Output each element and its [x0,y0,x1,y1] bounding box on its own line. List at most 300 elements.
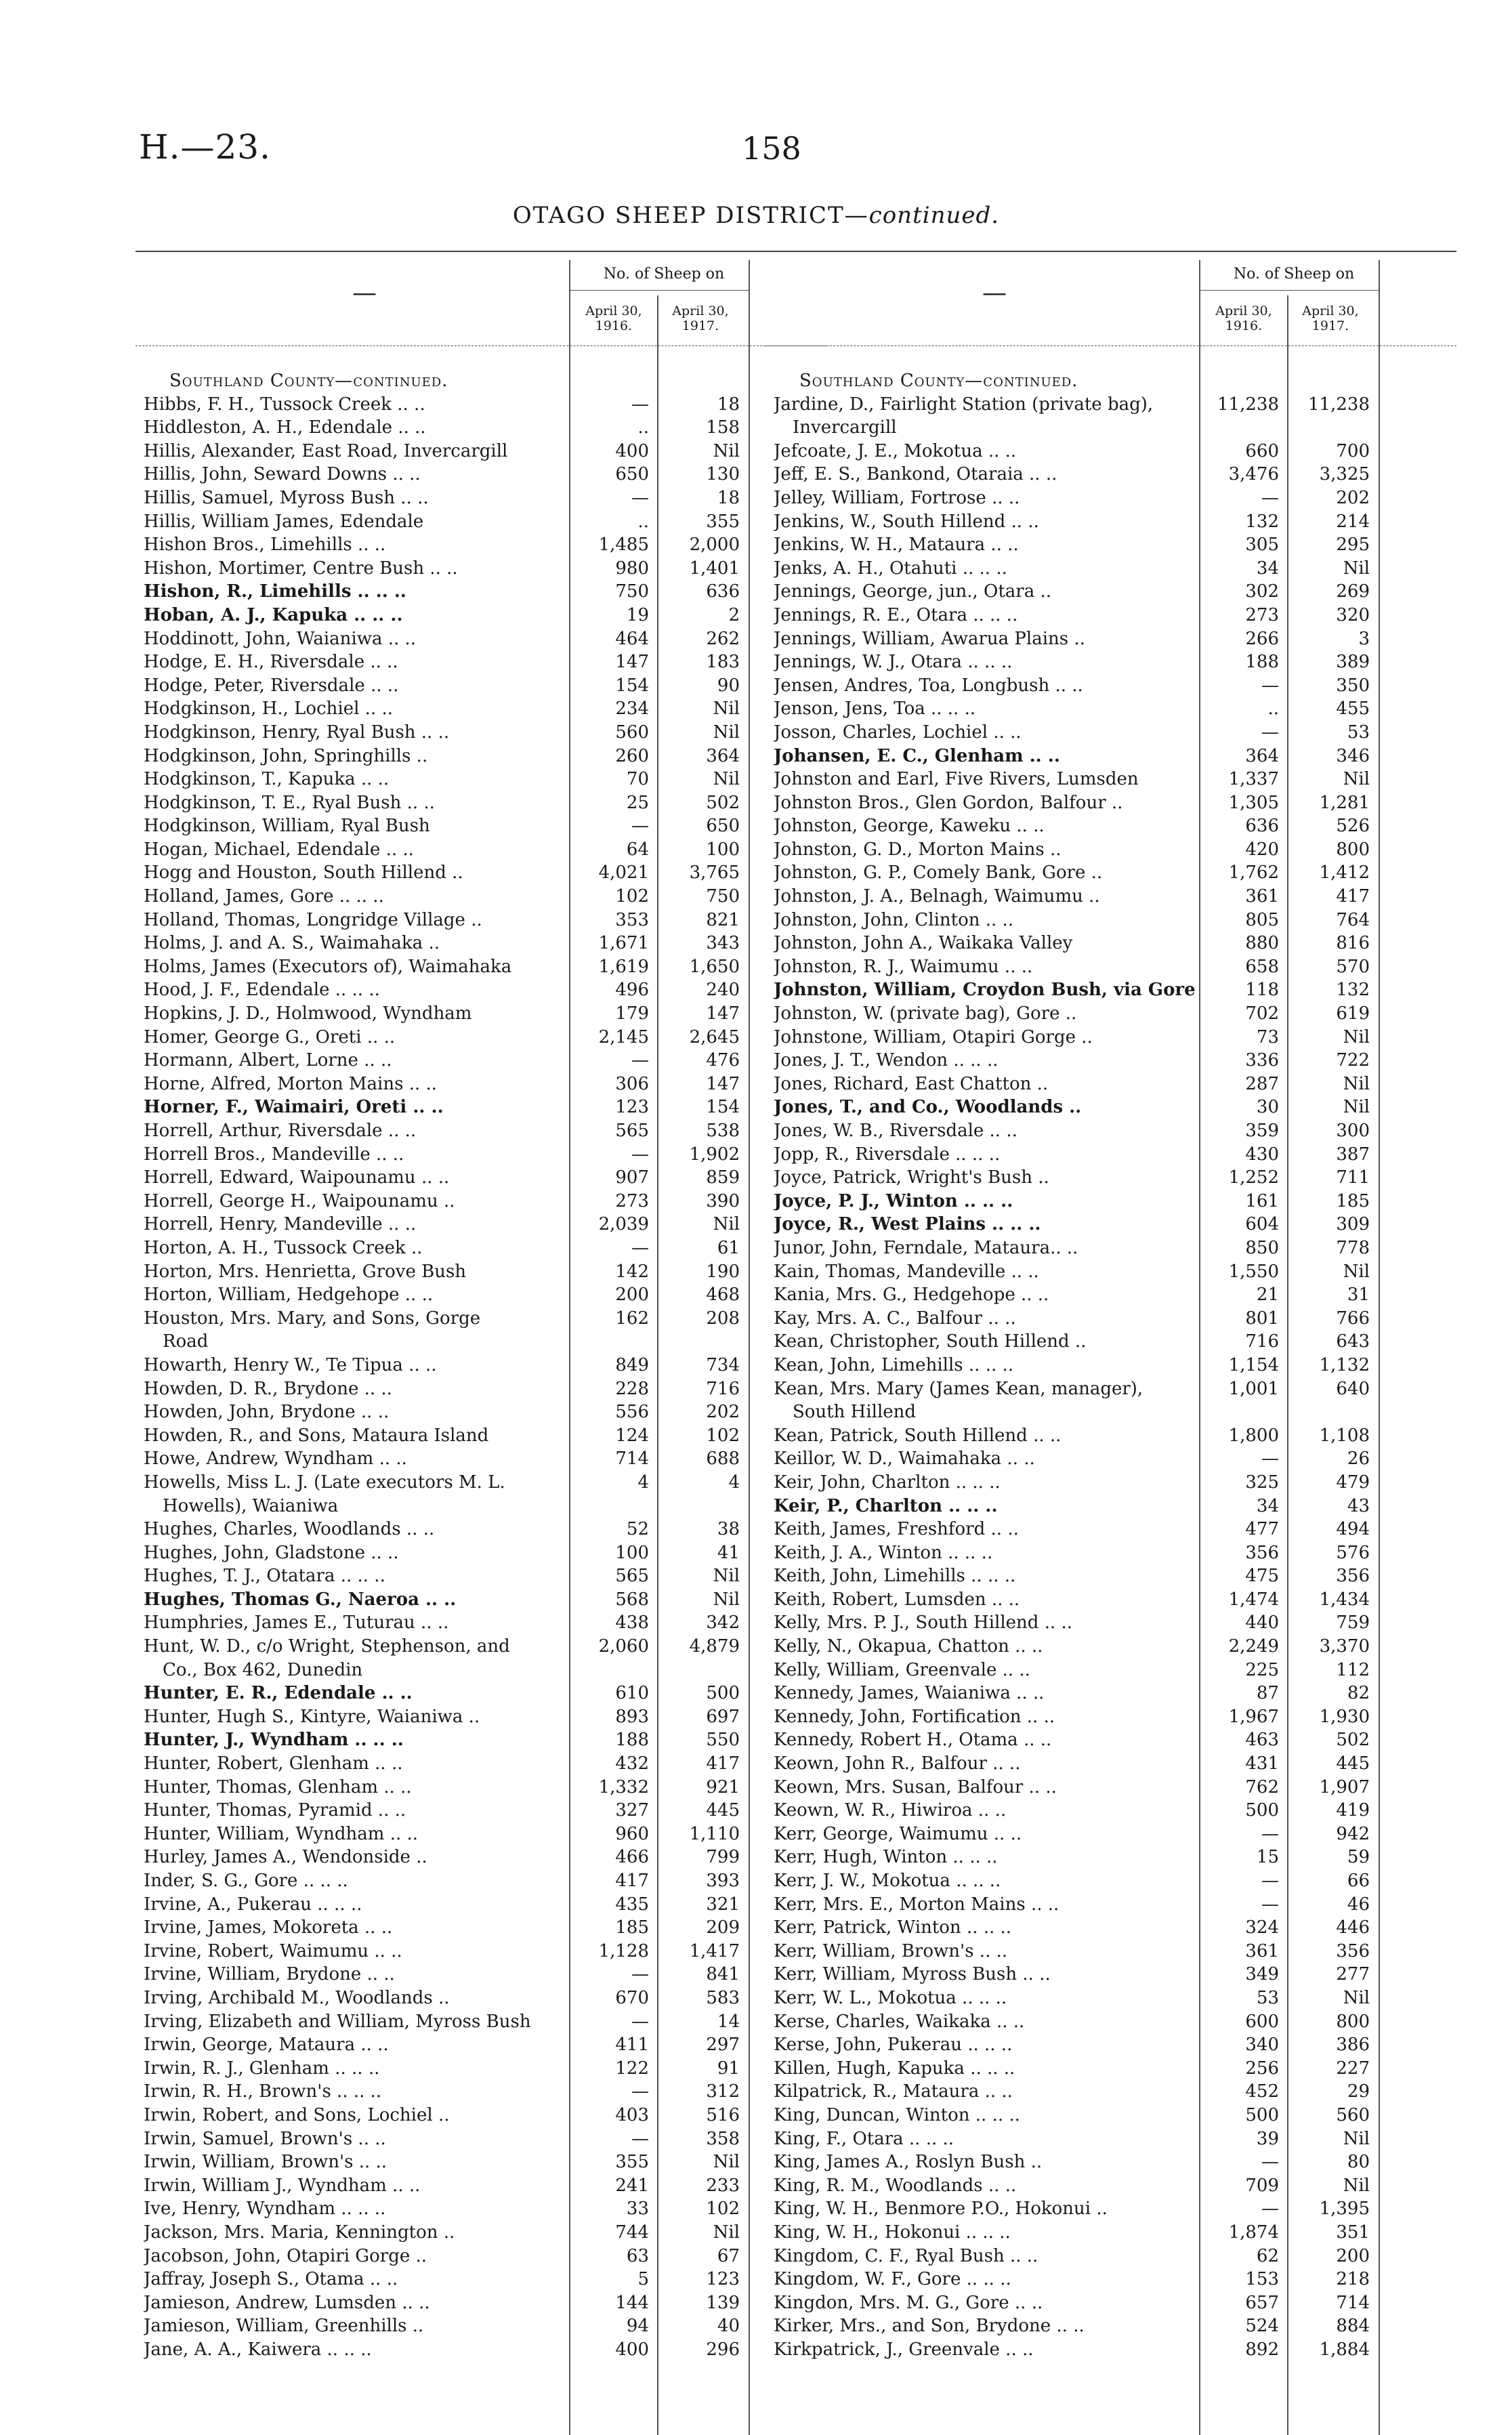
sheep-count-1916: 123 [615,1097,649,1118]
table-row [135,1026,826,1049]
sheep-count-1917: 884 [1336,2316,1370,2337]
owner-name: Horton, William, Hedgehope .. .. [144,1285,434,1306]
owner-name: Irwin, William J., Wyndham .. .. [144,2175,421,2196]
owner-name: Keown, Mrs. Susan, Balfour .. .. [774,1776,1057,1797]
sheep-count-1917: 154 [706,1097,740,1118]
table-row [135,533,826,557]
sheep-count-1916: 324 [1245,1917,1279,1938]
owner-name: Johnston, William, Croydon Bush, via Gore [774,980,1196,1001]
owner-name: Howe, Andrew, Wyndham .. .. [144,1449,407,1470]
owner-name: Jenson, Jens, Toa .. .. .. [774,699,976,720]
owner-name: King, F., Otara .. .. .. [774,2128,954,2149]
table-row [135,2338,826,2362]
sheep-count-1916: 762 [1245,1776,1279,1797]
sheep-count-1916: 670 [615,1987,649,2008]
sheep-count-1916: 805 [1245,909,1279,930]
sheep-count-1916: 907 [615,1167,649,1188]
table-row [135,1799,826,1823]
sheep-count-1916: — [1261,1449,1279,1470]
sheep-count-1916: 4 [637,1472,649,1493]
table-row [135,1190,826,1213]
table-row [765,2033,1456,2057]
sheep-count-1916: 565 [615,1121,649,1141]
owner-name: Jenks, A. H., Otahuti .. .. .. [774,558,1007,579]
sheep-count-1917: 476 [706,1050,740,1071]
owner-name: Jenkins, W., South Hillend .. .. [774,511,1039,532]
table-row [765,1705,1456,1729]
owner-name: Kean, John, Limehills .. .. .. [774,1354,1014,1375]
sheep-count-1917: 26 [1347,1449,1370,1470]
sheep-count-1917: 1,412 [1319,862,1370,883]
table-row [135,1986,826,2010]
header-group-rule [569,290,749,291]
owner-name: Hodgkinson, T., Kapuka .. .. [144,769,390,790]
table-row [135,1518,826,1541]
sheep-count-1917: 526 [1336,816,1370,837]
table-row [765,2104,1456,2127]
sheep-count-1917: 393 [706,1871,740,1891]
owner-name: King, W. H., Benmore P.O., Hokonui .. [774,2199,1108,2220]
sheep-count-1917: 202 [1336,487,1370,508]
owner-name: Holland, James, Gore .. .. .. [144,886,384,907]
sheep-count-1916: 361 [1245,886,1279,907]
sheep-count-1917: 455 [1336,699,1370,720]
column-header-1916 [572,304,655,333]
owner-name: Horrell Bros., Mandeville .. .. [144,1144,404,1165]
table-row [135,2291,826,2315]
owner-name: Irving, Elizabeth and William, Myross Bush [144,2011,531,2032]
sheep-count-1916: 420 [1245,839,1279,860]
table-row [765,1330,1456,1354]
sheep-count-1916: — [631,1050,649,1071]
sheep-count-1916: 52 [626,1519,649,1540]
owner-name: Jenkins, W. H., Mataura .. .. [774,535,1019,556]
table-row [765,2245,1456,2268]
sheep-count-1917: 560 [1336,2104,1370,2125]
owner-name: Keown, W. R., Hiwiroa .. .. [774,1800,1007,1821]
table-row [135,604,826,627]
owner-name: Horton, A. H., Tussock Creek .. [144,1237,423,1258]
table-row [765,463,1456,486]
sheep-count-1916: 340 [1245,2035,1279,2056]
table-row [765,580,1456,604]
owner-name: Irwin, William, Brown's .. .. [144,2152,387,2173]
owner-name: Keith, Robert, Lumsden .. .. [774,1589,1020,1610]
table-row [765,2221,1456,2245]
sheep-count-1916: 305 [1245,535,1279,556]
owner-name: Jacobson, John, Otapiri Gorge .. [144,2245,427,2266]
owner-name: Keith, J. A., Winton .. .. .. [774,1542,993,1563]
sheep-count-1917: 714 [1336,2292,1370,2313]
sheep-count-1916: — [631,1144,649,1165]
table-row [765,1518,1456,1541]
sheep-count-1916: 287 [1245,1073,1279,1094]
table-row [135,463,826,486]
table-row [135,440,826,463]
table-row [765,627,1456,651]
table-row [765,2314,1456,2338]
owner-name: Joyce, P. J., Winton .. .. .. [774,1190,1013,1211]
sheep-count-1917: 619 [1336,1003,1370,1024]
sheep-count-1917: 320 [1336,604,1370,625]
table-row [135,557,826,581]
owner-name: Keown, John R., Balfour .. .. [774,1753,1021,1774]
sheep-count-1916: 432 [615,1753,649,1774]
sheep-count-1917: 2,000 [689,535,740,556]
table-row [765,2291,1456,2315]
sheep-count-1916: — [1261,722,1279,743]
sheep-count-1916: 464 [615,628,649,649]
sheep-count-1917: Nil [1343,769,1370,790]
table-row [765,1869,1456,1893]
sheep-count-1916: 364 [1245,745,1279,766]
owner-name: Jardine, D., Fairlight Station (private bag), [774,394,1154,415]
sheep-count-1917: Nil [713,440,740,461]
sheep-count-1916: 1,128 [598,1940,649,1961]
table-row [135,650,826,674]
sheep-count-1916: 600 [1245,2011,1279,2032]
owner-name: Johnston, John, Clinton .. .. [774,909,1014,930]
table-row [135,2197,826,2221]
table-row [765,2174,1456,2198]
sheep-count-1916: 266 [1245,628,1279,649]
table-row [765,1096,1456,1119]
sheep-count-1917: Nil [1343,1026,1370,1047]
owner-name: Hillis, Samuel, Myross Bush .. .. [144,487,429,508]
sheep-count-1916: 893 [615,1706,649,1727]
owner-name: Road [163,1331,209,1352]
header-group-rule [1199,290,1379,291]
table-row [135,510,826,534]
table-row [135,697,826,721]
table-row [765,1026,1456,1049]
owner-name: Irvine, A., Pukerau .. .. .. [144,1894,362,1915]
sheep-count-1917: 1,401 [689,558,740,579]
table-row [765,533,1456,557]
sheep-count-1916: .. [637,417,649,438]
sheep-count-1916: 62 [1256,2245,1279,2266]
sheep-count-1916: 70 [626,769,649,790]
sheep-count-1916: 1,550 [1228,1261,1279,1282]
sheep-count-1917: 859 [706,1167,740,1188]
table-row [765,1354,1456,1377]
sheep-count-1916: 2,249 [1228,1636,1279,1657]
sheep-count-1916: 34 [1256,558,1279,579]
owner-name: Kean, Patrick, South Hillend .. .. [774,1425,1062,1446]
sheep-count-1916: 30 [1256,1097,1279,1118]
sheep-count-1917: 41 [717,1542,740,1563]
sheep-count-1916: — [1261,1823,1279,1844]
sheep-count-1916: 1,800 [1228,1425,1279,1446]
table-row [135,2174,826,2198]
owner-name: Hodgkinson, H., Lochiel .. .. [144,699,393,720]
table-row [135,674,826,698]
table-row [765,557,1456,581]
sheep-count-1917: 583 [706,1987,740,2008]
sheep-count-1917: 46 [1347,1894,1370,1915]
sheep-count-1916: 118 [1245,980,1279,1001]
sheep-count-1917: 43 [1347,1495,1370,1516]
sheep-count-1917: 2 [728,604,740,625]
table-row [765,814,1456,838]
owner-name: Kilpatrick, R., Mataura .. .. [774,2081,1013,2102]
table-row-continuation [135,1495,826,1518]
sheep-count-1916: 610 [615,1683,649,1704]
owner-name: Hodgkinson, John, Springhills .. [144,745,428,766]
table-row [135,721,826,745]
owner-name: Hillis, Alexander, East Road, Invercargill [144,440,508,461]
owner-name: Hunter, Thomas, Glenham .. .. [144,1776,412,1797]
sheep-count-1916: 400 [615,2339,649,2360]
sheep-count-1917: 446 [1336,1917,1370,1938]
table-row-continuation [135,1659,826,1682]
owner-name: Kennedy, John, Fortification .. .. [774,1706,1055,1727]
owner-name: Jane, A. A., Kaiwera .. .. .. [144,2339,372,2360]
sheep-count-1916: 714 [615,1449,649,1470]
sheep-count-1916: 306 [615,1073,649,1094]
sheep-count-1916: 102 [615,886,649,907]
table-row [135,1682,826,1705]
table-row-continuation [135,1330,826,1354]
sheep-count-1917: 208 [706,1308,740,1329]
owner-name: Kingdom, W. F., Gore .. .. .. [774,2269,1011,2290]
table-row [765,1307,1456,1331]
owner-name: Jamieson, Andrew, Lumsden .. .. [144,2292,430,2313]
sheep-count-1916: 880 [1245,933,1279,954]
owner-name: Horrell, Edward, Waipounamu .. .. [144,1167,450,1188]
table-row [135,1776,826,1799]
owner-name: Kennedy, James, Waianiwa .. .. [774,1683,1045,1704]
sheep-count-1916: 417 [615,1871,649,1891]
sheep-count-1917: 147 [706,1003,740,1024]
sheep-count-1917: 700 [1336,440,1370,461]
table-row [765,1424,1456,1448]
owner-name: Kerr, William, Brown's .. .. [774,1940,1008,1961]
table-row [765,510,1456,534]
sheep-count-1917: 11,238 [1308,394,1370,415]
table-row [765,1963,1456,1986]
sheep-count-1917: 218 [1336,2269,1370,2290]
sheep-count-1916: 162 [615,1308,649,1329]
table-row [765,791,1456,815]
owner-name: Johnston, G. P., Comely Bank, Gore .. [774,862,1103,883]
sheep-count-1917: 102 [706,2199,740,2220]
page-title [0,202,1512,229]
sheep-count-1917: 40 [717,2316,740,2337]
sheep-count-1917: 18 [717,394,740,415]
owner-name: Hoddinott, John, Waianiwa .. .. [144,628,417,649]
owner-name: Johnstone, William, Otapiri Gorge .. [774,1026,1093,1047]
table-row [135,2010,826,2034]
sheep-count-1917: 240 [706,980,740,1001]
sheep-count-1916: 657 [1245,2292,1279,2313]
sheep-count-1917: 1,281 [1319,792,1370,813]
sheep-count-1916: 658 [1245,956,1279,977]
table-row [765,2010,1456,2034]
sheep-count-1916: 2,039 [598,1214,649,1235]
table-row [135,486,826,510]
sheep-count-1916: 188 [615,1730,649,1751]
sheep-count-1917: 650 [706,816,740,837]
table-row [765,393,1456,417]
sheep-count-1917: 1,434 [1319,1589,1370,1610]
sheep-count-1916: 87 [1256,1683,1279,1704]
sheep-count-1917: 346 [1336,745,1370,766]
sheep-count-1917: 764 [1336,909,1370,930]
sheep-count-1916: 475 [1245,1566,1279,1587]
table-row [135,1916,826,1940]
sheep-count-1917: 445 [706,1800,740,1821]
owner-name: Joyce, Patrick, Wright's Bush .. [774,1167,1049,1188]
sheep-count-1916: 153 [1245,2269,1279,2290]
owner-name: Irwin, Samuel, Brown's .. .. [144,2128,386,2149]
sheep-count-1916: — [1261,2152,1279,2173]
table-row [135,1377,826,1401]
sheep-count-1916: 556 [615,1402,649,1423]
sheep-count-1917: 821 [706,909,740,930]
owner-name: Hunter, Hugh S., Kintyre, Waianiwa .. [144,1706,480,1727]
table-row [765,1495,1456,1518]
owner-name: Howells, Miss L. J. (Late executors M. L. [144,1472,505,1493]
sheep-count-1917: 800 [1336,839,1370,860]
sheep-count-header: No. of Sheep on [603,266,725,283]
sheep-count-1916: 225 [1245,1659,1279,1680]
owner-name: King, W. H., Hokonui .. .. .. [774,2222,1011,2243]
sheep-count-1917: 500 [706,1683,740,1704]
sheep-count-1916: 161 [1245,1190,1279,1211]
table-row [765,440,1456,463]
sheep-count-1917: Nil [713,1214,740,1235]
table-row [765,1166,1456,1190]
owner-name: Hunter, E. R., Edendale .. .. [144,1683,413,1704]
owner-name: Keir, P., Charlton .. .. .. [774,1495,998,1516]
owner-name: Jennings, William, Awarua Plains .. [774,628,1085,649]
name-column-header: — [982,279,1007,307]
sheep-count-1916: 1,332 [598,1776,649,1797]
sheep-count-1916: 430 [1245,1144,1279,1165]
sheep-count-1917: 269 [1336,581,1370,602]
table-row [135,909,826,932]
sheep-count-1917: 1,650 [689,956,740,977]
sheep-count-1916: 124 [615,1425,649,1446]
owner-name: Horne, Alfred, Morton Mains .. .. [144,1073,438,1094]
sheep-count-1916: 188 [1245,652,1279,673]
table-row [135,1869,826,1893]
sheep-count-1916: 200 [615,1285,649,1306]
sheep-count-1916: 500 [1245,2104,1279,2125]
header-line: April 30, [1215,304,1272,318]
owner-name: Kennedy, Robert H., Otama .. .. [774,1730,1052,1751]
owner-name: Hughes, T. J., Otatara .. .. .. [144,1566,385,1587]
sheep-count-1917: 1,110 [689,1823,740,1844]
owner-name: Hillis, John, Seward Downs .. .. [144,464,421,485]
owner-name: Johnston, George, Kaweku .. .. [774,816,1045,837]
sheep-count-1916: 154 [615,675,649,696]
owner-name: King, Duncan, Winton .. .. .. [774,2104,1020,2125]
owner-name: Hishon Bros., Limehills .. .. [144,535,386,556]
table-row [765,1799,1456,1823]
sheep-count-1916: 147 [615,652,649,673]
table-row [135,2245,826,2268]
sheep-count-1917: 190 [706,1261,740,1282]
sheep-count-1917: 3 [1358,628,1370,649]
sheep-count-1917: 386 [1336,2035,1370,2056]
owner-name: Howells), Waianiwa [163,1495,339,1516]
table-row [135,1002,826,1026]
sheep-count-1917: 1,907 [1319,1776,1370,1797]
table-row [135,814,826,838]
sheep-count-1917: 479 [1336,1472,1370,1493]
sheep-count-1916: 1,485 [598,535,649,556]
table-row [135,1541,826,1565]
owner-name: Hiddleston, A. H., Edendale .. .. [144,417,426,438]
sheep-count-1916: 1,154 [1228,1354,1279,1375]
table-row [135,1471,826,1495]
sheep-count-1916: 463 [1245,1730,1279,1751]
owner-name: Hughes, Thomas G., Naeroa .. .. [144,1589,457,1610]
sheep-count-1917: Nil [713,769,740,790]
owner-name: Hunter, Robert, Glenham .. .. [144,1753,403,1774]
owner-name: Jopp, R., Riversdale .. .. .. [774,1144,1001,1165]
sheep-count-1916: — [1261,2199,1279,2220]
owner-name: Kelly, Mrs. P. J., South Hillend .. .. [774,1612,1073,1633]
table-row [135,885,826,909]
owner-name: Ive, Henry, Wyndham .. .. .. [144,2199,386,2220]
sheep-count-1917: Nil [1343,2128,1370,2149]
owner-name: Irvine, Robert, Waimumu .. .. [144,1940,402,1961]
sheep-count-1916: 440 [1245,1612,1279,1633]
sheep-count-1917: Nil [1343,2175,1370,2196]
sheep-count-1917: 297 [706,2035,740,2056]
sheep-count-1917: 29 [1347,2081,1370,2102]
sheep-count-1916: 1,252 [1228,1167,1279,1188]
sheep-count-1917: 185 [1336,1190,1370,1211]
sheep-count-1916: 273 [1245,604,1279,625]
sheep-count-1917: 942 [1336,1823,1370,1844]
sheep-count-1916: 1,619 [598,956,649,977]
table-top-rule [765,251,1456,252]
sheep-count-1916: 892 [1245,2339,1279,2360]
sheep-count-1917: 2,645 [689,1026,740,1047]
sheep-count-1917: 66 [1347,1871,1370,1891]
owner-name: Jones, T., and Co., Woodlands .. [774,1097,1082,1118]
table-row [765,861,1456,885]
table-row [765,1564,1456,1588]
sheep-count-1916: 302 [1245,581,1279,602]
owner-name: Kerr, Hugh, Winton .. .. .. [774,1847,998,1868]
sheep-count-1916: 560 [615,722,649,743]
table-row [765,1541,1456,1565]
table-row [135,1846,826,1869]
title-continued: continued. [868,202,1000,229]
owner-name: Jelley, William, Fortrose .. .. [774,487,1020,508]
table-row [135,1635,826,1659]
sheep-count-1917: 3,325 [1319,464,1370,485]
sheep-count-1917: 778 [1336,1237,1370,1258]
sheep-count-1916: 500 [1245,1800,1279,1821]
sheep-count-1916: 122 [615,2058,649,2079]
table-row [765,1143,1456,1167]
table-row [765,1002,1456,1026]
sheep-count-1916: .. [1267,699,1279,720]
sheep-count-1917: 799 [706,1847,740,1868]
table-row-continuation [765,1400,1456,1424]
table-row [135,2080,826,2104]
section-heading [765,369,1456,393]
column-header-1917 [1289,304,1372,333]
table-row [765,697,1456,721]
sheep-count-1916: 568 [615,1589,649,1610]
